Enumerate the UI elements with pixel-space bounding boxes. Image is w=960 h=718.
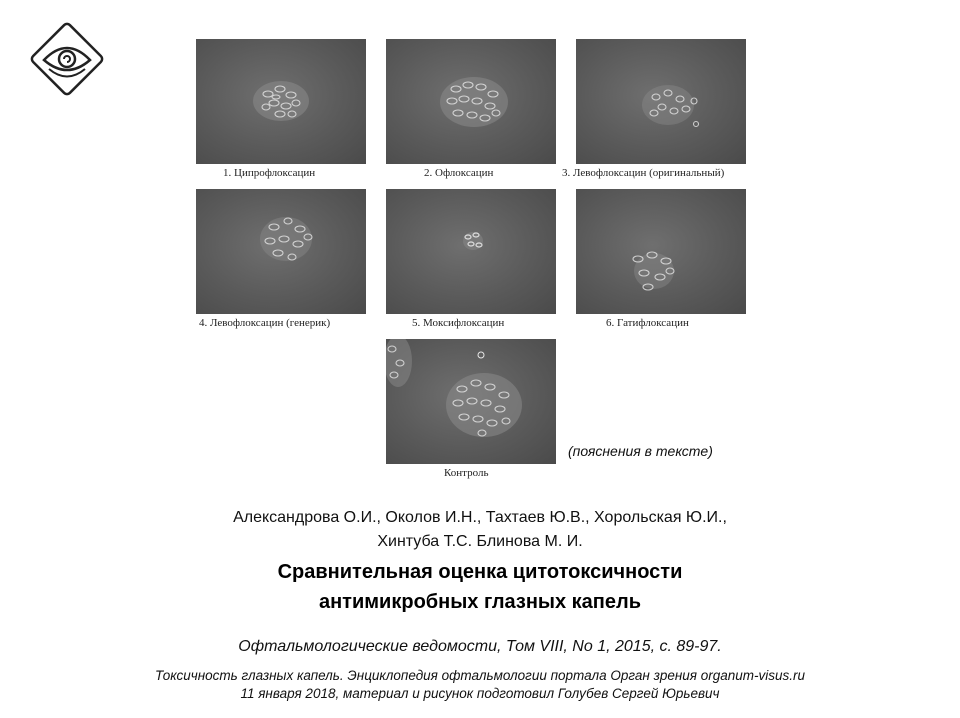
authors-line-1: Александрова О.И., Околов И.Н., Тахтаев Ю.В., Хорольская Ю.И.,	[233, 509, 727, 526]
footer-line-1: Токсичность глазных капель. Энциклопедия офтальмологии портала Орган зрения organum-visus.ru	[154, 668, 806, 683]
footer-line-2: 11 января 2018, материал и рисунок подготовил Голубев Сергей Юрьевич	[240, 686, 720, 701]
panel-caption: 1. Ципрофлоксацин	[223, 167, 316, 179]
article-title-line-2: антимикробных глазных капель	[318, 591, 642, 613]
figure-panel-levofloxacin-original	[562, 39, 766, 185]
figure-panel-levofloxacin-generic	[196, 189, 366, 335]
eye-in-diamond-icon	[22, 14, 112, 104]
microscopy-image	[386, 189, 556, 314]
figure-panel-moxifloxacin	[386, 189, 556, 335]
organ-zreniya-logo	[22, 14, 112, 104]
cell-colony	[576, 189, 746, 314]
microscopy-image	[576, 39, 746, 164]
microscopy-image	[576, 189, 746, 314]
cell-colony	[386, 39, 556, 164]
cell-colony	[196, 189, 366, 314]
microscopy-image	[386, 39, 556, 164]
cell-colony	[196, 39, 366, 164]
panel-caption: Контроль	[444, 467, 489, 479]
panel-caption: 6. Гатифлоксацин	[606, 317, 689, 329]
figure-panel-ciprofloxacin	[196, 39, 366, 185]
figure-note: (пояснения в тексте)	[568, 443, 713, 459]
figure-panel-ofloxacin	[386, 39, 556, 185]
authors-line-2: Хинтуба Т.С. Блинова М. И.	[377, 533, 583, 550]
panel-caption: 5. Моксифлоксацин	[412, 317, 505, 329]
cell-colony	[576, 39, 746, 164]
cell-colony	[386, 339, 556, 464]
journal-citation: Офтальмологические ведомости, Том VIII, No 1, 2015, с. 89-97.	[238, 638, 722, 655]
figure-panel-control	[386, 339, 556, 485]
microscopy-image	[196, 189, 366, 314]
panel-caption: 4. Левофлоксацин (генерик)	[199, 317, 331, 329]
panel-caption: 2. Офлоксацин	[424, 167, 494, 179]
microscopy-image	[196, 39, 366, 164]
figure-panel-gatifloxacin	[576, 189, 746, 335]
article-title-line-1: Сравнительная оценка цитотоксичности	[277, 561, 683, 583]
microscopy-image	[386, 339, 556, 464]
cell-colony	[386, 189, 556, 314]
panel-caption: 3. Левофлоксацин (оригинальный)	[562, 167, 725, 179]
